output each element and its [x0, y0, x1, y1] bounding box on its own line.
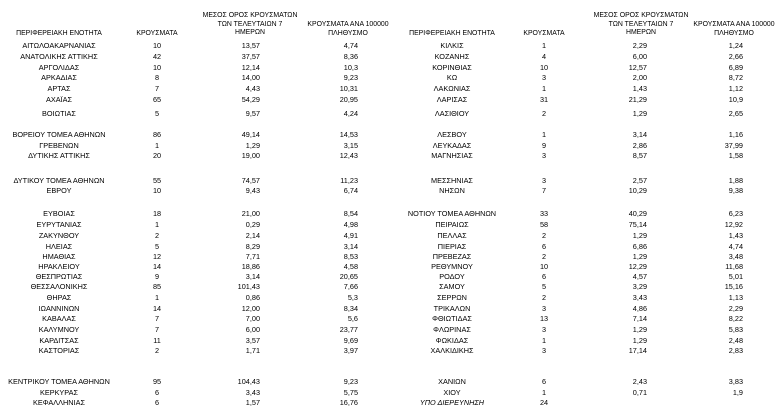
right-avg7-value: 2,29	[632, 41, 647, 50]
right-per100k-value: 3,48	[728, 252, 743, 261]
left-per100k-value: 20,95	[339, 95, 358, 104]
left-region-name: ΗΛΕΙΑΣ	[45, 242, 73, 251]
right-avg7-value: 17,14	[628, 346, 647, 355]
right-cases-value: 6	[541, 242, 547, 251]
right-per100k-value: 1,88	[728, 176, 743, 185]
left-cases-value: 7	[154, 325, 160, 334]
left-cases-value: 5	[154, 109, 160, 118]
right-avg7-value: 8,57	[632, 151, 647, 160]
left-cases-value: 42	[152, 52, 162, 61]
left-cases-value: 1	[154, 293, 160, 302]
right-cases-value: 9	[541, 141, 547, 150]
right-avg7-value: 75,14	[628, 220, 647, 229]
left-per100k-value: 20,65	[339, 272, 358, 281]
right-cases-value: 3	[541, 346, 547, 355]
right-cases-value: 1	[541, 336, 547, 345]
left-header-cases: ΚΡΟΥΣΜΑΤΑ	[136, 30, 178, 37]
left-per100k-value: 9,23	[343, 73, 358, 82]
right-avg7-value: 0,71	[632, 388, 647, 397]
right-cases-value: 6	[541, 377, 547, 386]
left-per100k-value: 12,43	[339, 151, 358, 160]
left-per100k-value: 4,58	[343, 262, 358, 271]
right-avg7-value: 1,29	[632, 336, 647, 345]
right-cases-value: 1	[541, 84, 547, 93]
left-per100k-value: 5,75	[343, 388, 358, 397]
left-avg7-value: 4,43	[245, 84, 260, 93]
right-header-avg7-line1: ΜΕΣΟΣ ΟΡΟΣ ΚΡΟΥΣΜΑΤΩΝ	[593, 12, 689, 19]
right-per100k-value: 1,9	[732, 388, 743, 397]
right-region-name: ΚΙΛΚΙΣ	[440, 41, 464, 50]
left-region-name: ΘΕΣΣΑΛΟΝΙΚΗΣ	[30, 282, 88, 291]
right-per100k-value: 5,01	[728, 272, 743, 281]
right-region-name: ΜΑΓΝΗΣΙΑΣ	[431, 151, 473, 160]
right-per100k-value: 11,68	[725, 262, 743, 271]
right-cases-value: 3	[541, 304, 547, 313]
right-per100k-value: 1,16	[728, 130, 743, 139]
left-region-name: ΑΡΚΑΔΙΑΣ	[41, 73, 77, 82]
left-per100k-value: 10,31	[339, 84, 358, 93]
left-avg7-value: 9,57	[245, 109, 260, 118]
left-cases-value: 9	[154, 272, 160, 281]
right-region-name: ΧΑΛΚΙΔΙΚΗΣ	[430, 346, 474, 355]
right-cases-value: 24	[539, 398, 549, 407]
right-per100k-value: 37,99	[724, 141, 743, 150]
right-per100k-value: 3,83	[728, 377, 743, 386]
left-cases-value: 14	[152, 304, 162, 313]
left-cases-value: 85	[152, 282, 162, 291]
right-avg7-value: 3,43	[632, 293, 647, 302]
left-avg7-value: 7,00	[245, 314, 260, 323]
left-avg7-value: 21,00	[241, 209, 260, 218]
right-avg7-value: 40,29	[628, 209, 647, 218]
left-avg7-value: 6,00	[245, 325, 260, 334]
right-per100k-value: 6,89	[728, 63, 743, 72]
right-per100k-value: 2,83	[728, 346, 743, 355]
right-avg7-value: 3,14	[632, 130, 647, 139]
left-per100k-value: 16,76	[339, 398, 358, 407]
left-avg7-value: 1,71	[245, 346, 260, 355]
left-avg7-value: 13,57	[241, 41, 260, 50]
right-region-name: ΛΑΚΩΝΙΑΣ	[433, 84, 471, 93]
left-cases-value: 65	[152, 95, 162, 104]
right-region-name: ΛΑΡΙΣΑΣ	[436, 95, 468, 104]
left-per100k-value: 14,53	[339, 130, 358, 139]
right-per100k-value: 9,38	[728, 186, 743, 195]
left-cases-value: 12	[152, 252, 162, 261]
right-cases-value: 2	[541, 109, 547, 118]
left-avg7-value: 1,57	[245, 398, 260, 407]
right-avg7-value: 1,29	[632, 109, 647, 118]
left-region-name: ΒΟΡΕΙΟΥ ΤΟΜΕΑ ΑΘΗΝΩΝ	[12, 130, 106, 139]
left-per100k-value: 4,98	[343, 220, 358, 229]
left-cases-value: 6	[154, 398, 160, 407]
left-per100k-value: 9,23	[343, 377, 358, 386]
right-region-name: ΦΛΩΡΙΝΑΣ	[433, 325, 471, 334]
left-region-name: ΑΝΑΤΟΛΙΚΗΣ ΑΤΤΙΚΗΣ	[20, 52, 98, 61]
right-cases-value: 5	[541, 282, 547, 291]
left-cases-value: 11	[153, 336, 161, 345]
left-per100k-value: 11,23	[340, 176, 358, 185]
right-avg7-value: 2,43	[632, 377, 647, 386]
left-region-name: ΔΥΤΙΚΗΣ ΑΤΤΙΚΗΣ	[28, 151, 90, 160]
right-cases-value: 13	[539, 314, 549, 323]
left-avg7-value: 74,57	[241, 176, 260, 185]
left-cases-value: 7	[154, 84, 160, 93]
left-header-region: ΠΕΡΙΦΕΡΕΙΑΚΗ ΕΝΟΤΗΤΑ	[16, 30, 102, 37]
left-region-name: ΙΩΑΝΝΙΝΩΝ	[38, 304, 80, 313]
right-header-avg7-line2: ΤΩΝ ΤΕΛΕΥΤΑΙΩΝ 7	[608, 20, 674, 28]
left-cases-value: 8	[154, 73, 160, 82]
right-per100k-value: 10,9	[728, 95, 743, 104]
left-region-name: ΚΕΡΚΥΡΑΣ	[39, 388, 79, 397]
left-per100k-value: 4,91	[343, 231, 358, 240]
left-avg7-value: 12,00	[241, 304, 260, 313]
right-region-name: ΠΙΕΡΙΑΣ	[437, 242, 467, 251]
left-header-avg7-line3: ΗΜΕΡΩΝ	[234, 29, 266, 37]
right-cases-value: 6	[541, 272, 547, 281]
left-avg7-value: 101,43	[237, 282, 260, 291]
right-cases-value: 1	[541, 388, 547, 397]
right-per100k-value: 1,58	[728, 151, 743, 160]
left-avg7-value: 3,43	[245, 388, 260, 397]
right-header-per100k-line1: ΚΡΟΥΣΜΑΤΑ ΑΝΑ 100000	[693, 21, 775, 28]
left-per100k-value: 8,36	[343, 52, 358, 61]
left-header-avg7-line2: ΤΩΝ ΤΕΛΕΥΤΑΙΩΝ 7	[217, 20, 283, 28]
right-cases-value: 10	[539, 262, 549, 271]
right-region-name: ΤΡΙΚΑΛΩΝ	[433, 304, 471, 313]
left-region-name: ΓΡΕΒΕΝΩΝ	[39, 141, 79, 150]
left-header-avg7-line1: ΜΕΣΟΣ ΟΡΟΣ ΚΡΟΥΣΜΑΤΩΝ	[202, 12, 298, 19]
right-cases-value: 3	[541, 73, 547, 82]
right-avg7-value: 1,29	[632, 231, 647, 240]
left-cases-value: 1	[154, 141, 160, 150]
right-avg7-value: 4,86	[632, 304, 647, 313]
left-avg7-value: 12,14	[241, 63, 260, 72]
right-per100k-value: 5,83	[728, 325, 743, 334]
right-region-name: ΥΠΟ ΔΙΕΡΕΥΝΗΣΗ	[419, 398, 485, 407]
left-region-name: ΔΥΤΙΚΟΥ ΤΟΜΕΑ ΑΘΗΝΩΝ	[13, 176, 105, 185]
left-per100k-value: 3,97	[343, 346, 358, 355]
right-per100k-value: 2,65	[728, 109, 743, 118]
right-region-name: ΦΘΙΩΤΙΔΑΣ	[432, 314, 472, 323]
left-region-name: ΕΥΡΥΤΑΝΙΑΣ	[36, 220, 82, 229]
left-region-name: ΗΡΑΚΛΕΙΟΥ	[38, 262, 80, 271]
left-region-name: ΖΑΚΥΝΘΟΥ	[38, 231, 80, 240]
left-per100k-value: 4,74	[343, 41, 358, 50]
right-per100k-value: 15,16	[724, 282, 743, 291]
left-avg7-value: 104,43	[237, 377, 260, 386]
right-avg7-value: 2,57	[632, 176, 647, 185]
left-avg7-value: 49,14	[241, 130, 260, 139]
right-avg7-value: 2,00	[632, 73, 647, 82]
left-region-name: ΑΧΑΪΑΣ	[45, 95, 72, 104]
right-cases-value: 1	[541, 130, 547, 139]
right-cases-value: 4	[541, 52, 547, 61]
left-per100k-value: 4,24	[343, 109, 358, 118]
right-region-name: ΚΟΖΑΝΗΣ	[434, 52, 470, 61]
right-region-name: ΡΕΘΥΜΝΟΥ	[431, 262, 473, 271]
left-avg7-value: 2,14	[245, 231, 260, 240]
right-region-name: ΧΑΝΙΩΝ	[438, 377, 466, 386]
right-region-name: ΝΗΣΩΝ	[439, 186, 465, 195]
left-avg7-value: 9,43	[245, 186, 260, 195]
left-avg7-value: 3,57	[245, 336, 260, 345]
left-avg7-value: 1,29	[245, 141, 260, 150]
left-region-name: ΕΒΡΟΥ	[46, 186, 72, 195]
left-per100k-value: 7,66	[343, 282, 358, 291]
left-avg7-value: 18,86	[241, 262, 260, 271]
left-region-name: ΚΑΛΥΜΝΟΥ	[38, 325, 80, 334]
left-region-name: ΗΜΑΘΙΑΣ	[42, 252, 76, 261]
right-avg7-value: 6,00	[632, 52, 647, 61]
right-per100k-value: 6,23	[728, 209, 743, 218]
left-cases-value: 95	[152, 377, 162, 386]
left-region-name: ΒΟΙΩΤΙΑΣ	[42, 109, 76, 118]
right-per100k-value: 8,72	[728, 73, 743, 82]
right-header-cases: ΚΡΟΥΣΜΑΤΑ	[523, 30, 565, 37]
right-cases-value: 2	[541, 293, 547, 302]
left-header-per100k-line1: ΚΡΟΥΣΜΑΤΑ ΑΝΑ 100000	[307, 21, 389, 28]
left-region-name: ΚΑΒΑΛΑΣ	[42, 314, 76, 323]
right-header-per100k-line2: ΠΛΗΘΥΣΜΟ	[714, 29, 754, 37]
right-avg7-value: 21,29	[628, 95, 647, 104]
right-region-name: ΣΑΜΟΥ	[439, 282, 465, 291]
left-cases-value: 14	[152, 262, 162, 271]
left-region-name: ΑΡΓΟΛΙΔΑΣ	[38, 63, 80, 72]
right-region-name: ΝΟΤΙΟΥ ΤΟΜΕΑ ΑΘΗΝΩΝ	[407, 209, 497, 218]
left-region-name: ΚΑΣΤΟΡΙΑΣ	[38, 346, 80, 355]
right-per100k-value: 1,43	[728, 231, 743, 240]
right-region-name: ΛΕΥΚΑΔΑΣ	[432, 141, 472, 150]
right-avg7-value: 6,86	[632, 242, 647, 251]
right-avg7-value: 3,29	[632, 282, 647, 291]
left-cases-value: 1	[154, 220, 160, 229]
left-cases-value: 2	[154, 231, 160, 240]
right-avg7-value: 10,29	[628, 186, 647, 195]
right-avg7-value: 1,43	[632, 84, 647, 93]
left-cases-value: 7	[154, 314, 160, 323]
right-header-per100k	[684, 21, 784, 38]
left-cases-value: 18	[152, 209, 162, 218]
left-avg7-value: 54,29	[241, 95, 260, 104]
right-header-avg7-line3: ΗΜΕΡΩΝ	[625, 29, 657, 37]
right-cases-value: 2	[541, 231, 547, 240]
right-region-name: ΠΕΙΡΑΙΩΣ	[435, 220, 469, 229]
right-region-name: ΚΟΡΙΝΘΙΑΣ	[432, 63, 472, 72]
right-cases-value: 31	[539, 95, 549, 104]
right-cases-value: 10	[539, 63, 549, 72]
left-avg7-value: 19,00	[241, 151, 260, 160]
right-cases-value: 2	[541, 252, 547, 261]
right-region-name: ΠΕΛΛΑΣ	[437, 231, 467, 240]
right-region-name: ΧΙΟΥ	[443, 388, 461, 397]
right-avg7-value: 12,57	[628, 63, 647, 72]
left-region-name: ΚΕΝΤΡΙΚΟΥ ΤΟΜΕΑ ΑΘΗΝΩΝ	[8, 377, 110, 386]
left-cases-value: 10	[152, 41, 162, 50]
left-avg7-value: 3,14	[245, 272, 260, 281]
left-avg7-value: 0,29	[245, 220, 260, 229]
left-cases-value: 10	[152, 186, 162, 195]
right-cases-value: 7	[541, 186, 547, 195]
right-avg7-value: 1,29	[632, 325, 647, 334]
left-per100k-value: 9,69	[343, 336, 358, 345]
left-cases-value: 55	[152, 176, 162, 185]
right-avg7-value: 2,86	[632, 141, 647, 150]
left-region-name: ΘΗΡΑΣ	[46, 293, 72, 302]
right-avg7-value: 4,57	[632, 272, 647, 281]
left-region-name: ΑΡΤΑΣ	[47, 84, 71, 93]
right-region-name: ΣΕΡΡΩΝ	[437, 293, 467, 302]
right-header-region: ΠΕΡΙΦΕΡΕΙΑΚΗ ΕΝΟΤΗΤΑ	[409, 30, 495, 37]
left-header-avg7	[196, 12, 304, 38]
right-per100k-value	[692, 398, 743, 408]
right-per100k-value: 1,24	[728, 41, 743, 50]
right-per100k-value: 1,12	[728, 84, 743, 93]
right-cases-value: 3	[541, 176, 547, 185]
left-header-per100k	[296, 21, 400, 38]
right-region-name: ΜΕΣΣΗΝΙΑΣ	[431, 176, 473, 185]
right-avg7-value: 1,29	[632, 252, 647, 261]
right-per100k-value: 2,48	[728, 336, 743, 345]
right-cases-value: 58	[539, 220, 549, 229]
right-header-avg7	[583, 12, 699, 38]
right-per100k-value: 2,66	[728, 52, 743, 61]
right-cases-value: 3	[541, 151, 547, 160]
right-region-name: ΡΟΔΟΥ	[439, 272, 465, 281]
right-region-name: ΠΡΕΒΕΖΑΣ	[432, 252, 472, 261]
right-avg7-value	[592, 398, 647, 408]
right-per100k-value: 8,22	[728, 314, 743, 323]
left-per100k-value: 6,74	[343, 186, 358, 195]
right-per100k-value: 2,29	[728, 304, 743, 313]
right-region-name: ΚΩ	[446, 73, 458, 82]
left-cases-value: 2	[154, 346, 160, 355]
right-per100k-value: 12,92	[724, 220, 743, 229]
right-region-name: ΛΑΣΙΘΙΟΥ	[434, 109, 470, 118]
left-region-name: ΘΕΣΠΡΩΤΙΑΣ	[35, 272, 83, 281]
left-header-per100k-line2: ΠΛΗΘΥΣΜΟ	[328, 29, 368, 37]
right-cases-value: 3	[541, 325, 547, 334]
left-cases-value: 6	[154, 388, 160, 397]
left-per100k-value: 3,14	[343, 242, 358, 251]
left-avg7-value: 37,57	[241, 52, 260, 61]
left-avg7-value: 8,29	[245, 242, 260, 251]
left-cases-value: 5	[154, 242, 160, 251]
right-cases-value: 33	[539, 209, 549, 218]
left-region-name: ΑΙΤΩΛΟΑΚΑΡΝΑΝΙΑΣ	[22, 41, 96, 50]
left-region-name: ΚΑΡΔΙΤΣΑΣ	[39, 336, 79, 345]
left-per100k-value: 8,53	[343, 252, 358, 261]
right-avg7-value: 7,14	[632, 314, 647, 323]
left-cases-value: 10	[152, 63, 162, 72]
left-cases-value: 86	[152, 130, 162, 139]
left-avg7-value: 0,86	[245, 293, 260, 302]
left-per100k-value: 8,34	[343, 304, 358, 313]
right-cases-value: 1	[541, 41, 547, 50]
left-per100k-value: 5,3	[347, 293, 358, 302]
right-avg7-value: 12,29	[628, 262, 647, 271]
left-region-name: ΚΕΦΑΛΛΗΝΙΑΣ	[33, 398, 85, 407]
left-per100k-value: 3,15	[343, 141, 358, 150]
right-per100k-value: 1,13	[728, 293, 743, 302]
left-avg7-value: 7,71	[245, 252, 260, 261]
left-per100k-value: 5,6	[347, 314, 358, 323]
left-cases-value: 20	[152, 151, 162, 160]
left-per100k-value: 23,77	[339, 325, 358, 334]
left-avg7-value: 14,00	[241, 73, 260, 82]
right-per100k-value: 4,74	[728, 242, 743, 251]
left-region-name: ΕΥΒΟΙΑΣ	[43, 209, 75, 218]
left-per100k-value: 10,3	[343, 63, 358, 72]
right-region-name: ΦΩΚΙΔΑΣ	[435, 336, 469, 345]
right-region-name: ΛΕΣΒΟΥ	[437, 130, 467, 139]
left-per100k-value: 8,54	[343, 209, 358, 218]
